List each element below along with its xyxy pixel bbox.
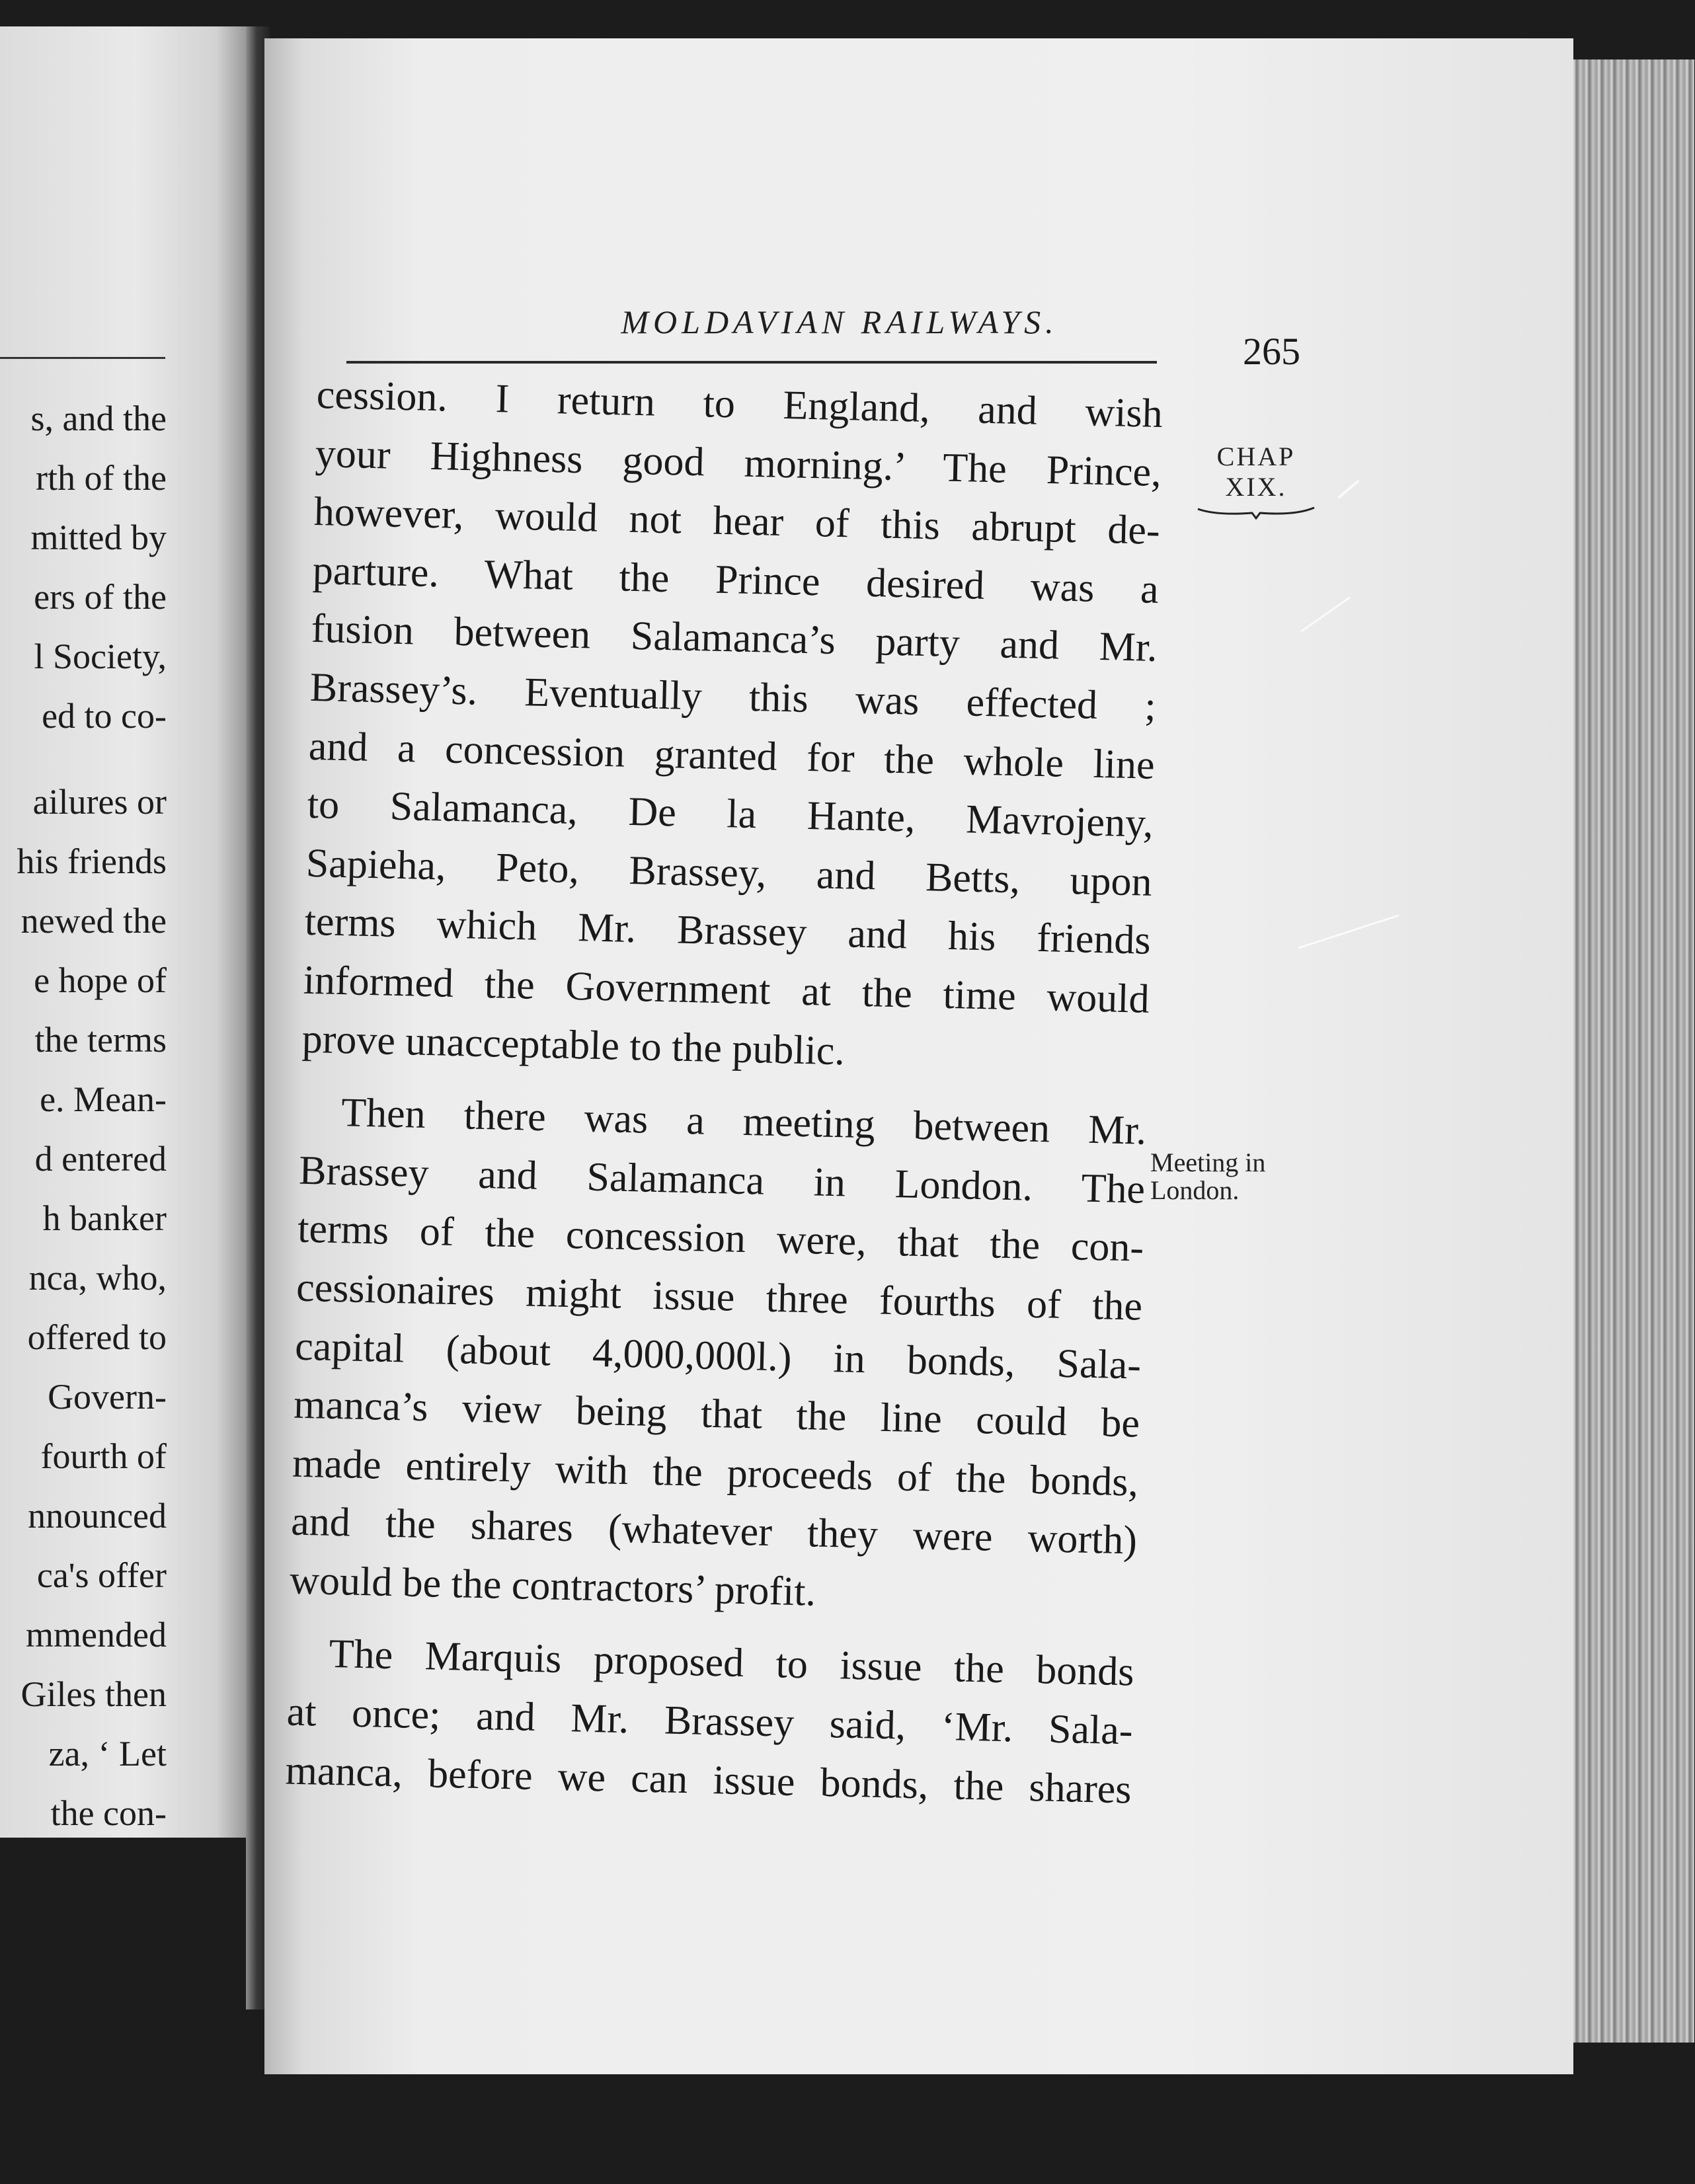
text-line: terms of the concession were, that the con- (297, 1206, 1144, 1271)
scan-mark (1337, 480, 1359, 499)
left-page-line: newed the (20, 901, 167, 941)
text-line: Sapieha, Peto, Brassey, and Betts, upon (305, 840, 1153, 905)
chapter-number: XIX. (1225, 472, 1287, 502)
text-line: Then there was a meeting between Mr. (340, 1090, 1147, 1153)
left-page-line: e. Mean- (40, 1079, 167, 1119)
left-page-line: nnounced (28, 1496, 167, 1536)
left-page-line: s, and the (30, 399, 167, 438)
text-line: fusion between Salamanca’s party and Mr. (311, 606, 1158, 671)
text-line: and the shares (whatever they were worth) (290, 1499, 1138, 1563)
left-page-line: nca, who, (28, 1258, 167, 1298)
text-line: however, would not hear of this abrupt de- (313, 489, 1161, 554)
scan-mark (1298, 914, 1399, 949)
left-page-line: d entered (34, 1139, 167, 1179)
text-line: The Marquis proposed to issue the bonds (329, 1631, 1135, 1695)
text-line: prove unacceptable to the public. (301, 1016, 846, 1073)
text-line: Brassey’s. Eventually this was effected ; (309, 664, 1157, 729)
left-page-line: l Society, (34, 637, 167, 676)
left-page-line: offered to (27, 1317, 167, 1357)
left-page-line: the terms (34, 1020, 167, 1060)
text-line: terms which Mr. Brassey and his friends (304, 899, 1152, 964)
scan-mark (1300, 596, 1350, 632)
text-line: Brassey and Salamanca in London. The (298, 1148, 1146, 1212)
margin-note-line: Meeting in (1150, 1148, 1266, 1177)
left-page-line: mitted by (30, 518, 167, 557)
left-page-line: Giles then (20, 1674, 167, 1714)
page-number: 265 (1243, 330, 1300, 373)
left-page-line: h banker (42, 1198, 167, 1238)
text-line: capital (about 4,000,000l.) in bonds, Sala- (294, 1323, 1142, 1388)
left-page-line: e hope of (34, 960, 167, 1000)
left-page-header-rule (0, 357, 165, 359)
chapter-label: CHAP (1216, 442, 1296, 471)
left-page-line: his friends (17, 841, 167, 881)
chapter-marginal (1190, 442, 1322, 520)
margin-note (1150, 1149, 1296, 1204)
text-line: your Highness good morning.’ The Prince, (315, 430, 1162, 495)
chapter-brace-ornament (1197, 505, 1316, 520)
left-page-line: rth of the (36, 458, 167, 498)
text-line: would be the contractors’ profit. (289, 1557, 816, 1615)
text-line: informed the Government at the time would (303, 957, 1150, 1022)
text-line: and a concession granted for the whole line (308, 723, 1156, 788)
text-line: cessionaires might issue three fourths of the (296, 1265, 1143, 1329)
header-rule (346, 361, 1157, 364)
text-line: manca, before we can issue bonds, the shares (285, 1748, 1132, 1813)
text-line: parture. What the Prince desired was a (312, 547, 1160, 612)
left-page-line: mmended (26, 1615, 167, 1655)
left-page-line: the con- (50, 1793, 167, 1833)
text-line: made entirely with the proceeds of the bonds, (292, 1440, 1139, 1505)
text-line: to Salamanca, De la Hante, Mavrojeny, (307, 781, 1154, 847)
text-line: at once; and Mr. Brassey said, ‘Mr. Sala- (286, 1689, 1134, 1754)
paragraph (301, 366, 1163, 1087)
paragraph (289, 1083, 1147, 1629)
left-page-line: ed to co- (42, 696, 167, 736)
paragraph (285, 1624, 1135, 1819)
left-page-line: Govern- (48, 1377, 167, 1417)
margin-note-line: London. (1150, 1175, 1240, 1205)
left-page-text (17, 389, 167, 1838)
book-page (264, 38, 1573, 2074)
left-page-line: fourth of (40, 1436, 167, 1476)
left-page-line: ca's offer (36, 1555, 167, 1595)
text-line: manca’s view being that the line could be (293, 1382, 1140, 1446)
text-line: cession. I return to England, and wish (316, 371, 1163, 437)
body-text (285, 366, 1163, 1819)
left-page-line: ailures or (32, 782, 167, 822)
left-page-line: ers of the (34, 577, 167, 617)
running-head: MOLDAVIAN RAILWAYS. (621, 303, 1058, 340)
facing-left-page (0, 26, 246, 1838)
left-page-line: za, ‘ Let (48, 1734, 167, 1774)
